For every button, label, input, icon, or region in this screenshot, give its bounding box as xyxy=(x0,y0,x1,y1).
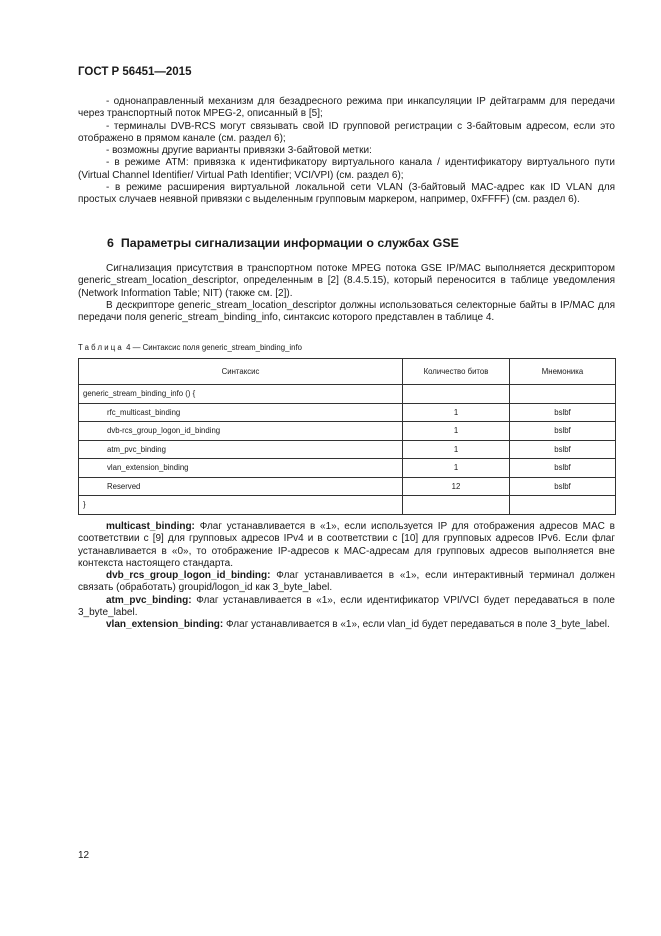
cell-syntax: vlan_extension_binding xyxy=(79,459,403,478)
intro-paragraph: - в режиме расширения виртуальной локальной сети VLAN (3-байтовый MAC-адрес как ID VLAN для простых случаев неявной привязки с выделенным групповым маркером, например, 0xFFFF) (см. раздел 6). xyxy=(78,182,615,206)
cell-syntax: rfc_multicast_binding xyxy=(79,403,403,422)
definition-text: Флаг устанавливается в «1», если vlan_id будет передаваться в поле 3_byte_label. xyxy=(223,619,610,631)
definition-paragraph xyxy=(78,570,615,595)
table-row xyxy=(79,440,616,459)
section-heading xyxy=(107,236,459,250)
intro-paragraph: - терминалы DVB-RCS могут связывать свой ID групповой регистрации с 3-байтовым адресом, если это отображено в прямом канале (см. раздел 6); xyxy=(78,120,615,144)
table-caption-text: 4 — Синтаксис поля generic_stream_binding_info xyxy=(123,343,302,352)
cell-syntax: generic_stream_binding_info () { xyxy=(79,385,403,404)
cell-mnemonic: bslbf xyxy=(510,440,616,459)
cell-syntax: atm_pvc_binding xyxy=(79,440,403,459)
cell-bits xyxy=(403,496,510,515)
definition-text: Флаг устанавливается в «1», если интерактивный терминал должен связать (обработать) groupid/logon_id как 3_byte_label. xyxy=(78,570,615,594)
cell-bits: 1 xyxy=(403,459,510,478)
cell-mnemonic: bslbf xyxy=(510,422,616,441)
definition-paragraph xyxy=(78,595,615,620)
section-paragraph: В дескрипторе generic_stream_location_descriptor должны использоваться селекторные байты в IP/MAC для передачи поля generic_stream_binding_info, синтаксис которого представлен в таблице 4. xyxy=(78,299,615,324)
definition-text: Флаг устанавливается в «1», если идентификатор VPI/VCI будет передаваться в поле 3_byte_label. xyxy=(78,594,615,619)
definition-term: atm_pvc_binding: xyxy=(106,594,192,606)
cell-mnemonic xyxy=(510,385,616,404)
header-bits: Количество битов xyxy=(403,359,510,385)
table-row xyxy=(79,496,616,515)
table-header-row xyxy=(79,359,616,385)
definition-text: Флаг устанавливается в «1», если используется IP для отображения адресов MAC в соответствии с [9] для групповых адресов IPv4 и в соответствии с [10] для групповых адресов IPv6. Если флаг устанавливается в «0», то отображение IP-адресов к MAC-адресам для групповых адресов выполняется вне контекста настоящего стандарта. xyxy=(78,521,615,569)
section-number: 6 xyxy=(107,236,114,250)
cell-bits xyxy=(403,385,510,404)
page-number: 12 xyxy=(78,850,90,861)
cell-bits: 1 xyxy=(403,403,510,422)
table-caption xyxy=(78,343,302,352)
table-row xyxy=(79,477,616,496)
cell-bits: 12 xyxy=(403,477,510,496)
cell-mnemonic: bslbf xyxy=(510,459,616,478)
intro-paragraph: - возможны другие варианты привязки 3-байтовой метки: xyxy=(106,145,372,157)
table-caption-prefix: Таблица xyxy=(78,343,124,352)
section-body xyxy=(78,263,615,324)
cell-mnemonic: bslbf xyxy=(510,477,616,496)
cell-syntax: } xyxy=(79,496,403,515)
definitions-block xyxy=(78,521,615,632)
section-paragraph: Сигнализация присутствия в транспортном потоке MPEG потока GSE IP/MAC выполняется дескриптором generic_stream_location_descriptor, определенным в [2] (8.4.5.15), который переносится в таблице уведомления (Network Information Table; NIT) (также см. [2]). xyxy=(78,263,615,299)
definition-term: multicast_binding: xyxy=(106,521,195,532)
header-syntax: Синтаксис xyxy=(79,359,403,385)
definition-paragraph xyxy=(78,619,615,631)
cell-mnemonic xyxy=(510,496,616,515)
table-row xyxy=(79,422,616,441)
intro-paragraph: - в режиме ATM: привязка к идентификатору виртуального канала / идентификатору виртуального пути (Virtual Channel Identifier/ Virtual Path Identifier; VCI/VPI) (см. раздел 6); xyxy=(78,157,615,181)
section-title: Параметры сигнализации информации о службах GSE xyxy=(120,236,459,250)
cell-bits: 1 xyxy=(403,422,510,441)
intro-block xyxy=(78,96,615,207)
cell-syntax: Reserved xyxy=(79,477,403,496)
cell-syntax: dvb-rcs_group_logon_id_binding xyxy=(79,422,403,441)
cell-mnemonic: bslbf xyxy=(510,403,616,422)
definition-paragraph xyxy=(78,521,615,570)
definition-term: dvb_rcs_group_logon_id_binding: xyxy=(106,570,271,582)
table-row xyxy=(79,403,616,422)
table-row xyxy=(79,385,616,404)
syntax-table xyxy=(78,358,616,515)
definition-term: vlan_extension_binding: xyxy=(106,619,224,631)
standard-header: ГОСТ Р 56451—2015 xyxy=(78,66,192,78)
table-row xyxy=(79,459,616,478)
header-mnemonic: Мнемоника xyxy=(510,359,616,385)
intro-paragraph: - однонаправленный механизм для безадресного режима при инкапсуляции IP дейтаграмм для передачи через транспортный поток MPEG-2, описанный в [5]; xyxy=(78,96,615,120)
cell-bits: 1 xyxy=(403,440,510,459)
